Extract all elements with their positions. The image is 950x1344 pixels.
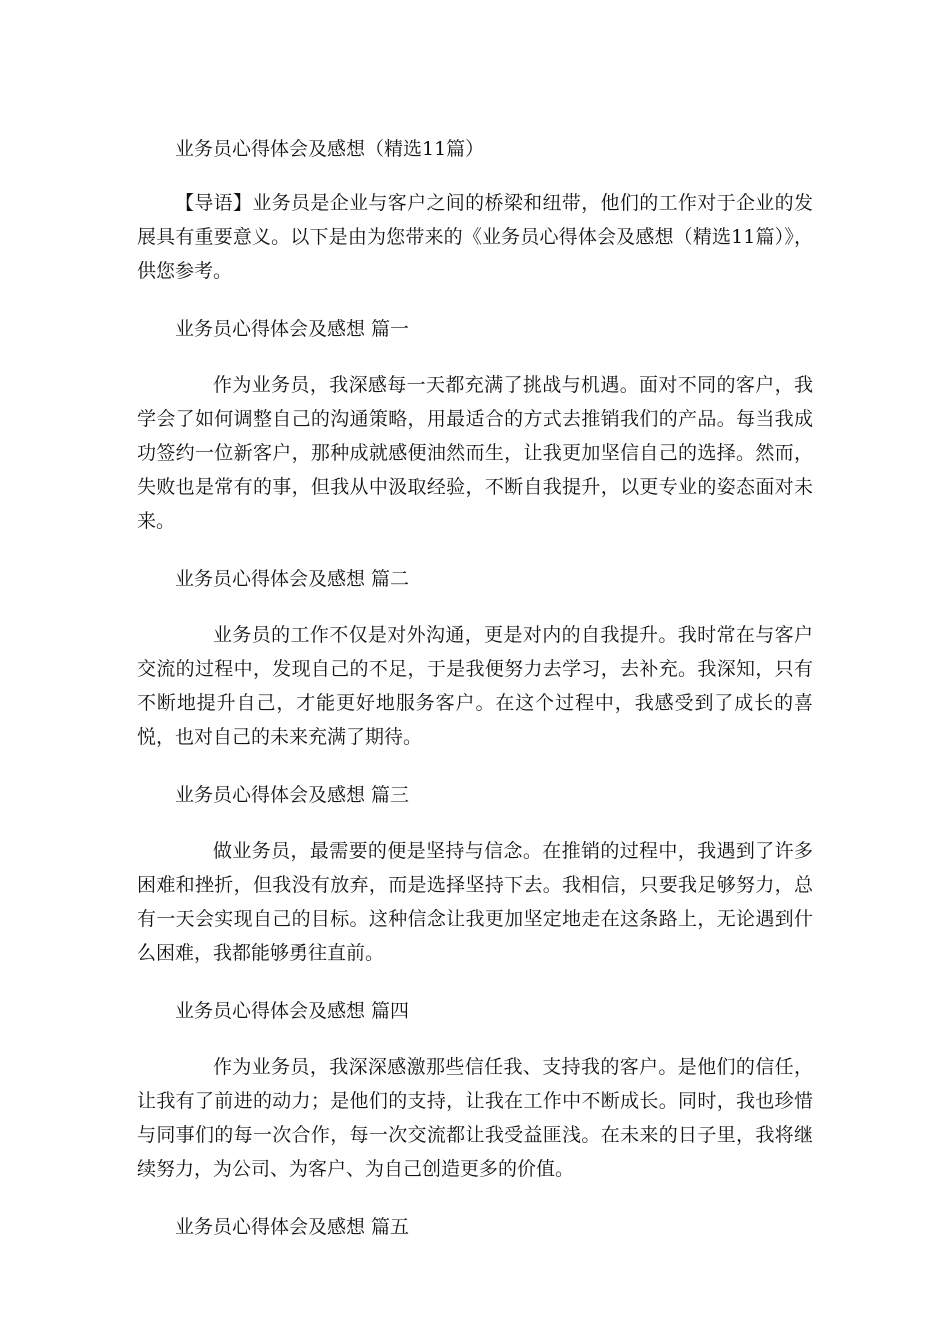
section-heading-2: 业务员心得体会及感想 篇二 (175, 568, 410, 590)
section-heading-5: 业务员心得体会及感想 篇五 (175, 1216, 410, 1238)
section-heading-3: 业务员心得体会及感想 篇三 (175, 784, 410, 806)
section-body-3: 做业务员，最需要的便是坚持与信念。在推销的过程中，我遇到了许多困难和挫折，但我没有放弃，而是选择坚持下去。我相信，只要我足够努力，总有一天会实现自己的目标。这种信念让我更加坚定地走在这条路上，无论遇到什么困难，我都能够勇往直前。 (137, 840, 813, 964)
document-title: 业务员心得体会及感想（精选11篇） (175, 138, 485, 160)
section-body-1: 作为业务员，我深感每一天都充满了挑战与机遇。面对不同的客户，我学会了如何调整自己的沟通策略，用最适合的方式去推销我们的产品。每当我成功签约一位新客户，那种成就感便油然而生，让我更加坚信自己的选择。然而，失败也是常有的事，但我从中汲取经验，不断自我提升，以更专业的姿态面对未来。 (137, 374, 813, 532)
intro-paragraph: 【导语】业务员是企业与客户之间的桥梁和纽带，他们的工作对于企业的发展具有重要意义。以下是由为您带来的《业务员心得体会及感想（精选11篇）》，供您参考。 (137, 192, 813, 282)
section-heading-4: 业务员心得体会及感想 篇四 (175, 1000, 410, 1022)
section-body-2: 业务员的工作不仅是对外沟通，更是对内的自我提升。我时常在与客户交流的过程中，发现自己的不足，于是我便努力去学习，去补充。我深知，只有不断地提升自己，才能更好地服务客户。在这个过程中，我感受到了成长的喜悦，也对自己的未来充满了期待。 (137, 624, 813, 748)
section-heading-1: 业务员心得体会及感想 篇一 (175, 318, 410, 340)
document-content (137, 132, 813, 1266)
section-body-4: 作为业务员，我深深感激那些信任我、支持我的客户。是他们的信任，让我有了前进的动力；是他们的支持，让我在工作中不断成长。同时，我也珍惜与同事们的每一次合作，每一次交流都让我受益匪浅。在未来的日子里，我将继续努力，为公司、为客户、为自己创造更多的价值。 (137, 1056, 813, 1180)
